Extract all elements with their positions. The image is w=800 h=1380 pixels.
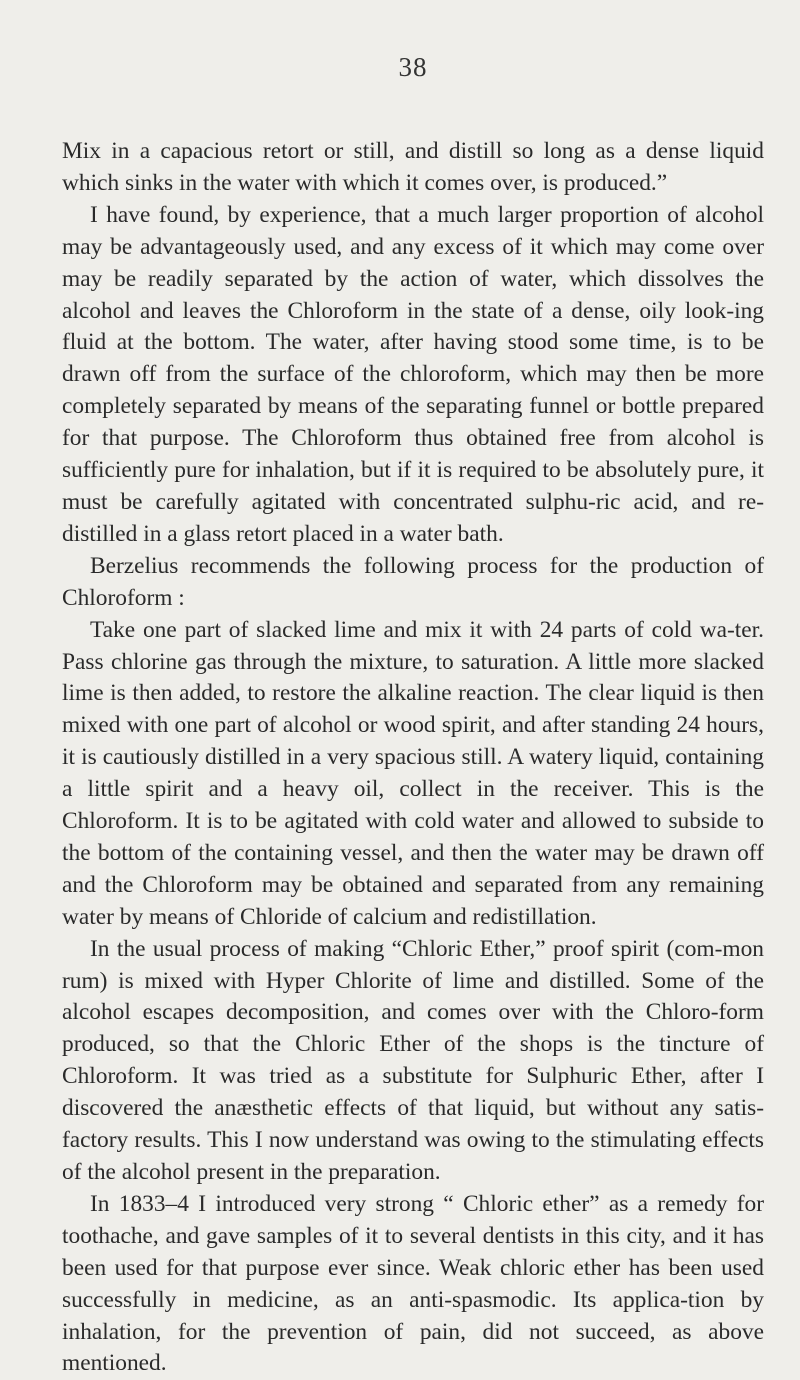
paragraph-6: In 1833–4 I introduced very strong “ Chloric ether” as a remedy for toothache, and gave samples of it to several dentists in this city, and it has been used for that purpose ever since. Weak chloric ether has been used successfully in medicine, as an anti-spasmodic. Its applica-tion by inhalation, for the prevention of pain, did not succeed, as above mentioned. — [62, 1190, 764, 1377]
paragraph-4: Take one part of slacked lime and mix it with 24 parts of cold wa-ter. Pass chlorine gas through the mixture, to saturation. A little more slacked lime is then added, to restore the alkaline reaction. The clear liquid is then mixed with one part of alcohol or wood spirit, and after standing 24 hours, it is cautiously distilled in a very spacious still. A watery liquid, containing a little spirit and a heavy oil, collect in the receiver. This is the Chloroform. It is to be agitated with cold water and allowed to subside to the bottom of the containing vessel, and then the water may be drawn off and the Chloroform may be obtained and separated from any remaining water by means of Chloride of calcium and redistillation. — [62, 616, 764, 930]
paragraph-1: Mix in a capacious retort or still, and distill so long as a dense liquid which sinks in the water with which it comes over, is produced.” — [62, 138, 764, 196]
body-text — [62, 136, 764, 1380]
page-number: 38 — [398, 52, 428, 82]
paragraph-5: In the usual process of making “Chloric Ether,” proof spirit (com-mon rum) is mixed with Hyper Chlorite of lime and distilled. Some of the alcohol escapes decomposition, and comes over with the Chloro-form produced, so that the Chloric Ether of the shops is the tincture of Chloroform. It was tried as a substitute for Sulphuric Ether, after I discovered the anæsthetic effects of that liquid, but without any satis-factory results. This I now understand was owing to the stimulating effects of the alcohol present in the preparation. — [62, 935, 764, 1185]
paragraph-3: Berzelius recommends the following process for the production of Chloroform : — [62, 552, 764, 611]
paragraph-2: I have found, by experience, that a much larger proportion of alcohol may be advantageously used, and any excess of it which may come over may be readily separated by the action of water, which dissolves the alcohol and leaves the Chloroform in the state of a dense, oily look-ing fluid at the bottom. The water, after having stood some time, is to be drawn off from the surface of the chloroform, which may then be more completely separated by means of the separating funnel or bottle prepared for that purpose. The Chloroform thus obtained free from alcohol is sufficiently pure for inhalation, but if it is required to be absolutely pure, it must be carefully agitated with concentrated sulphu-ric acid, and re-distilled in a glass retort placed in a water bath. — [62, 201, 764, 547]
